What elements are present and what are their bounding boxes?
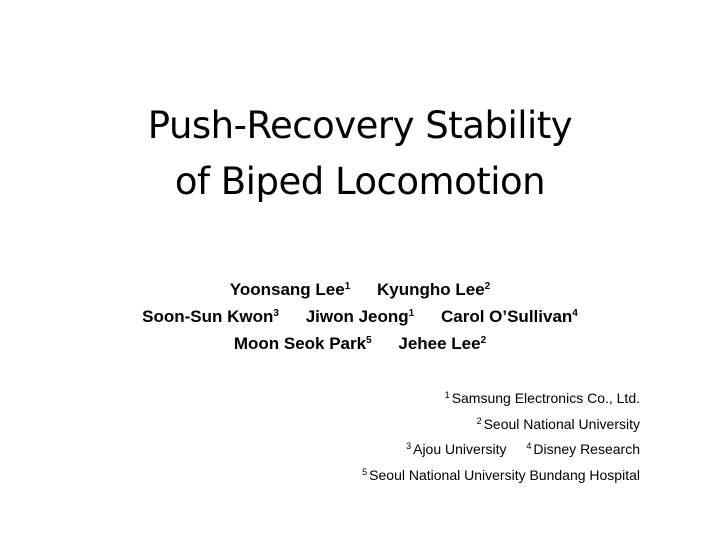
author-carol-osullivan: Carol O’Sullivan$^4$ [440, 307, 578, 326]
author-yoonsang-lee: Yoonsang Lee$^1$ [229, 280, 351, 299]
title-line-1: Push-Recovery Stability [147, 104, 573, 147]
affiliation-mark: 2 [480, 335, 487, 346]
slide-title [0, 98, 720, 210]
affiliation-mark: 5 [366, 335, 372, 346]
affiliation-row-3-4 [362, 437, 640, 463]
author-kyungho-lee: Kyungho Lee$^2$ [377, 280, 491, 299]
title-line-2: of Biped Locomotion [174, 160, 546, 203]
author-row-3 [0, 330, 720, 357]
affiliation-mark: 1 [344, 281, 351, 292]
affiliation-list [362, 386, 640, 488]
affiliation-5: $^5$ Seoul National University Bundang Hospital [362, 466, 640, 483]
affiliation-mark: 3 [273, 308, 279, 319]
affiliation-1: $^1$ Samsung Electronics Co., Ltd. [444, 390, 640, 406]
affiliation-mark: 4 [572, 308, 578, 319]
affiliation-2: $^2$ Seoul National University [476, 415, 640, 432]
author-row-1 [0, 276, 720, 303]
author-list [0, 276, 720, 357]
affiliation-4: $^4$ Disney Research [526, 441, 640, 457]
affiliation-3: $^3$ Ajou University [406, 441, 507, 457]
author-jiwon-jeong: Jiwon Jeong$^1$ [305, 307, 415, 326]
author-soon-sun-kwon: Soon-Sun Kwon$^3$ [142, 307, 279, 326]
author-moon-seok-park: Moon Seok Park$^5$ [233, 334, 372, 353]
author-row-2 [0, 303, 720, 330]
affiliation-mark: 2 [484, 281, 491, 292]
affiliation-mark: 1 [408, 308, 415, 319]
author-jehee-lee: Jehee Lee$^2$ [398, 334, 487, 353]
